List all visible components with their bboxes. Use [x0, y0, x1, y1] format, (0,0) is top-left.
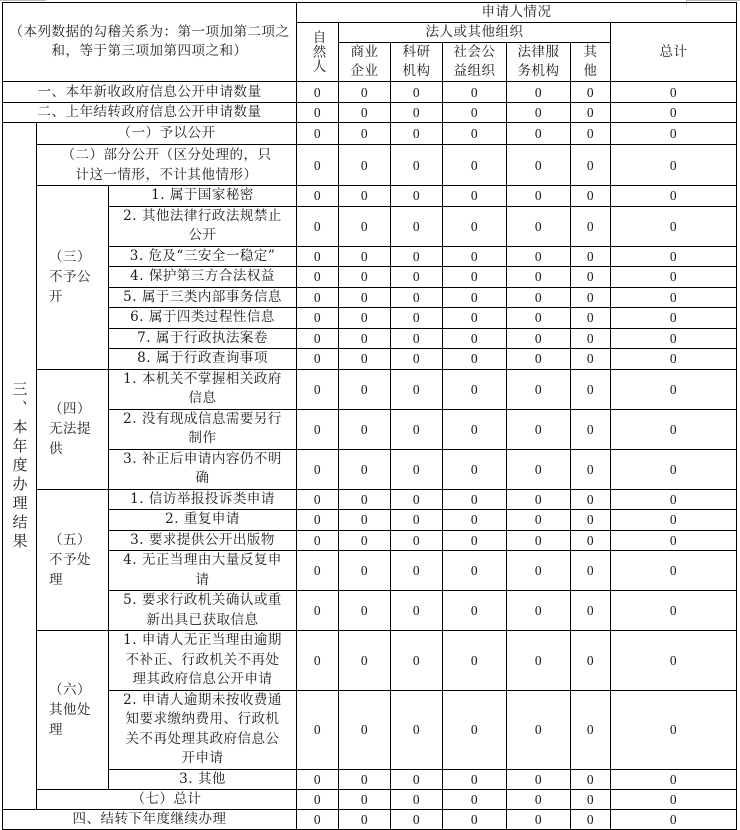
cell-total: 0	[611, 287, 737, 308]
cell-value: 0	[339, 246, 391, 267]
cell-value: 0	[339, 267, 391, 288]
cell-value: 0	[507, 591, 571, 631]
cell-value: 0	[507, 409, 571, 449]
table-row	[3, 267, 737, 288]
cell-total: 0	[611, 82, 737, 103]
cell-value: 0	[507, 551, 571, 591]
row-label: 1. 信访举报投诉类申请	[109, 489, 297, 510]
group-not-disclosed-label: （三）不予公开	[37, 186, 109, 370]
cell-value: 0	[339, 409, 391, 449]
cell-value: 0	[507, 246, 571, 267]
row-label: 一、本年新收政府信息公开申请数量	[3, 82, 297, 103]
cell-value: 0	[391, 145, 443, 186]
cell-value: 0	[443, 308, 507, 329]
cell-value: 0	[391, 123, 443, 145]
cell-total: 0	[611, 308, 737, 329]
table-row	[3, 551, 737, 591]
cell-value: 0	[339, 510, 391, 531]
header-natural-person	[297, 23, 339, 82]
cell-value: 0	[507, 267, 571, 288]
cell-value: 0	[571, 267, 611, 288]
cell-value: 0	[571, 287, 611, 308]
cell-total: 0	[611, 510, 737, 531]
cell-value: 0	[507, 631, 571, 691]
cell-value: 0	[571, 810, 611, 830]
cell-total: 0	[611, 123, 737, 145]
cell-total: 0	[611, 489, 737, 510]
cell-value: 0	[297, 409, 339, 449]
cell-value: 0	[339, 349, 391, 370]
cell-value: 0	[391, 267, 443, 288]
table-row	[3, 631, 737, 691]
cell-value: 0	[297, 449, 339, 489]
cell-total: 0	[611, 206, 737, 246]
table-row	[3, 328, 737, 349]
cell-value: 0	[507, 103, 571, 123]
table-row	[3, 349, 737, 370]
cell-value: 0	[571, 409, 611, 449]
cell-value: 0	[339, 103, 391, 123]
group-not-processed-label: （五）不予处理	[37, 489, 109, 631]
cell-value: 0	[443, 790, 507, 810]
cell-value: 0	[391, 349, 443, 370]
table-row	[3, 489, 737, 510]
cell-value: 0	[391, 690, 443, 769]
cell-total: 0	[611, 690, 737, 769]
cell-value: 0	[443, 328, 507, 349]
row-label: 4. 无正当理由大量反复申请	[109, 551, 297, 591]
cell-value: 0	[507, 449, 571, 489]
cell-value: 0	[297, 308, 339, 329]
cell-value: 0	[507, 690, 571, 769]
row-label: 8. 属于行政查询事项	[109, 349, 297, 370]
cell-value: 0	[443, 489, 507, 510]
cell-value: 0	[443, 287, 507, 308]
header-col-legal-service: 法律服务机构	[507, 43, 571, 82]
cell-value: 0	[571, 510, 611, 531]
cell-value: 0	[391, 551, 443, 591]
cell-value: 0	[297, 369, 339, 409]
group-unable-to-provide-label: （四）无法提供	[37, 369, 109, 489]
gov-info-disclosure-table	[2, 2, 737, 830]
cell-value: 0	[391, 82, 443, 103]
header-col-public-welfare: 社会公益组织	[443, 43, 507, 82]
cell-value: 0	[443, 409, 507, 449]
cell-value: 0	[507, 790, 571, 810]
cell-total: 0	[611, 246, 737, 267]
cell-value: 0	[443, 82, 507, 103]
cell-value: 0	[391, 369, 443, 409]
cell-value: 0	[571, 328, 611, 349]
row-label: 3. 补正后申请内容仍不明确	[109, 449, 297, 489]
cell-value: 0	[443, 123, 507, 145]
section-3-text: 三、本年度办理结果	[10, 380, 29, 552]
cell-value: 0	[443, 530, 507, 551]
cell-total: 0	[611, 769, 737, 790]
cell-value: 0	[391, 103, 443, 123]
cell-value: 0	[571, 145, 611, 186]
row-label: 1. 申请人无正当理由逾期不补正、行政机关不再处理其政府信息公开申请	[109, 631, 297, 691]
cell-value: 0	[443, 510, 507, 531]
cell-value: 0	[443, 246, 507, 267]
cell-value: 0	[297, 123, 339, 145]
table-row	[3, 790, 737, 810]
cell-value: 0	[297, 810, 339, 830]
table-row	[3, 530, 737, 551]
table-row	[3, 82, 737, 103]
row-label: 7. 属于行政执法案卷	[109, 328, 297, 349]
cell-value: 0	[391, 790, 443, 810]
cell-value: 0	[391, 449, 443, 489]
cell-value: 0	[339, 690, 391, 769]
row-label: 1. 本机关不掌握相关政府信息	[109, 369, 297, 409]
cell-value: 0	[571, 186, 611, 207]
cell-value: 0	[571, 551, 611, 591]
cell-value: 0	[507, 328, 571, 349]
row-label: 6. 属于四类过程性信息	[109, 308, 297, 329]
cell-value: 0	[297, 246, 339, 267]
table-row	[3, 103, 737, 123]
cell-value: 0	[571, 631, 611, 691]
header-legal-person-group: 法人或其他组织	[339, 23, 611, 43]
cell-value: 0	[339, 123, 391, 145]
cell-value: 0	[571, 246, 611, 267]
table-row	[3, 591, 737, 631]
cell-value: 0	[297, 328, 339, 349]
cell-value: 0	[391, 591, 443, 631]
cell-value: 0	[297, 206, 339, 246]
cell-value: 0	[571, 449, 611, 489]
cell-value: 0	[297, 186, 339, 207]
cell-value: 0	[507, 145, 571, 186]
cell-value: 0	[571, 769, 611, 790]
table-row	[3, 769, 737, 790]
cell-value: 0	[571, 591, 611, 631]
cell-value: 0	[507, 530, 571, 551]
cell-value: 0	[391, 489, 443, 510]
cell-value: 0	[571, 103, 611, 123]
row-label: 5. 属于三类内部事务信息	[109, 287, 297, 308]
cell-total: 0	[611, 790, 737, 810]
cell-value: 0	[297, 287, 339, 308]
cell-value: 0	[443, 769, 507, 790]
cell-value: 0	[297, 551, 339, 591]
cell-value: 0	[339, 790, 391, 810]
cell-total: 0	[611, 349, 737, 370]
cell-value: 0	[571, 790, 611, 810]
cell-value: 0	[443, 103, 507, 123]
cell-value: 0	[507, 489, 571, 510]
cell-value: 0	[339, 551, 391, 591]
cell-value: 0	[507, 206, 571, 246]
table-row	[3, 145, 737, 186]
cell-value: 0	[391, 328, 443, 349]
header-col-research: 科研机构	[391, 43, 443, 82]
cell-total: 0	[611, 267, 737, 288]
cell-value: 0	[297, 145, 339, 186]
row-label: 3. 危及“三安全一稳定”	[109, 246, 297, 267]
cell-value: 0	[571, 123, 611, 145]
cell-value: 0	[391, 810, 443, 830]
cell-value: 0	[297, 510, 339, 531]
cell-value: 0	[391, 287, 443, 308]
row-label: 2. 申请人逾期未按收费通知要求缴纳费用、行政机关不再处理其政府信息公开申请	[109, 690, 297, 769]
section-3-label	[3, 123, 37, 810]
cell-total: 0	[611, 810, 737, 830]
row-label: 四、结转下年度继续办理	[3, 810, 297, 830]
table-row	[3, 510, 737, 531]
row-label: 3. 要求提供公开出版物	[109, 530, 297, 551]
cell-value: 0	[571, 489, 611, 510]
cell-value: 0	[339, 530, 391, 551]
header-note: （本列数据的勾稽关系为：第一项加第二项之和，等于第三项加第四项之和）	[3, 3, 297, 82]
cell-value: 0	[507, 369, 571, 409]
cell-value: 0	[507, 510, 571, 531]
cell-value: 0	[391, 246, 443, 267]
cell-value: 0	[443, 349, 507, 370]
cell-value: 0	[339, 186, 391, 207]
cell-value: 0	[443, 690, 507, 769]
header-col-business: 商业企业	[339, 43, 391, 82]
cell-total: 0	[611, 409, 737, 449]
cell-total: 0	[611, 186, 737, 207]
cell-value: 0	[297, 103, 339, 123]
cell-value: 0	[297, 790, 339, 810]
row-label: 4. 保护第三方合法权益	[109, 267, 297, 288]
cell-value: 0	[507, 186, 571, 207]
cell-value: 0	[297, 349, 339, 370]
cell-value: 0	[339, 206, 391, 246]
row-label: （七）总计	[37, 790, 297, 810]
cell-value: 0	[339, 328, 391, 349]
cell-value: 0	[507, 287, 571, 308]
cell-value: 0	[339, 810, 391, 830]
cell-value: 0	[571, 206, 611, 246]
table-row	[3, 409, 737, 449]
table-row	[3, 123, 737, 145]
cell-value: 0	[571, 690, 611, 769]
cell-value: 0	[391, 308, 443, 329]
cell-total: 0	[611, 328, 737, 349]
cell-value: 0	[297, 82, 339, 103]
cell-value: 0	[339, 591, 391, 631]
cell-value: 0	[297, 591, 339, 631]
cell-value: 0	[339, 82, 391, 103]
cell-value: 0	[507, 123, 571, 145]
cell-value: 0	[507, 769, 571, 790]
cell-total: 0	[611, 591, 737, 631]
natural-person-text: 自然人	[309, 30, 326, 74]
cell-value: 0	[443, 145, 507, 186]
cell-value: 0	[297, 489, 339, 510]
row-label: 二、上年结转政府信息公开申请数量	[3, 103, 297, 123]
cell-value: 0	[443, 810, 507, 830]
table-row	[3, 449, 737, 489]
row-label: （一）予以公开	[37, 123, 297, 145]
cell-value: 0	[443, 186, 507, 207]
cell-total: 0	[611, 631, 737, 691]
cell-value: 0	[297, 769, 339, 790]
cell-value: 0	[443, 631, 507, 691]
cell-value: 0	[297, 690, 339, 769]
table-row	[3, 690, 737, 769]
cell-value: 0	[507, 82, 571, 103]
cell-value: 0	[339, 769, 391, 790]
cell-value: 0	[443, 369, 507, 409]
cell-total: 0	[611, 103, 737, 123]
cell-total: 0	[611, 369, 737, 409]
cell-total: 0	[611, 145, 737, 186]
cell-value: 0	[507, 308, 571, 329]
header-total: 总计	[611, 23, 737, 82]
table-row	[3, 369, 737, 409]
cell-value: 0	[339, 369, 391, 409]
cell-value: 0	[571, 308, 611, 329]
cell-value: 0	[571, 82, 611, 103]
cell-value: 0	[391, 631, 443, 691]
cell-value: 0	[339, 449, 391, 489]
cell-value: 0	[507, 349, 571, 370]
cell-value: 0	[339, 631, 391, 691]
cell-value: 0	[571, 369, 611, 409]
cell-value: 0	[339, 145, 391, 186]
cell-value: 0	[391, 186, 443, 207]
cell-value: 0	[339, 287, 391, 308]
group-other-processing-label: （六）其他处理	[37, 631, 109, 790]
row-label: 2. 其他法律行政法规禁止公开	[109, 206, 297, 246]
header-col-other: 其他	[571, 43, 611, 82]
cell-value: 0	[391, 206, 443, 246]
cell-value: 0	[339, 489, 391, 510]
table-row	[3, 287, 737, 308]
cell-value: 0	[443, 551, 507, 591]
table-row	[3, 186, 737, 207]
cell-total: 0	[611, 551, 737, 591]
cell-value: 0	[339, 308, 391, 329]
row-label: 2. 没有现成信息需要另行制作	[109, 409, 297, 449]
cell-value: 0	[443, 591, 507, 631]
cell-value: 0	[391, 769, 443, 790]
header-row-1	[3, 3, 737, 23]
cell-total: 0	[611, 530, 737, 551]
cell-value: 0	[297, 530, 339, 551]
cell-value: 0	[391, 510, 443, 531]
cell-value: 0	[391, 530, 443, 551]
cell-total: 0	[611, 449, 737, 489]
cell-value: 0	[297, 631, 339, 691]
cell-value: 0	[507, 810, 571, 830]
row-label: （二）部分公开（区分处理的，只计这一情形，不计其他情形）	[37, 145, 297, 186]
cell-value: 0	[571, 530, 611, 551]
cell-value: 0	[571, 349, 611, 370]
cell-value: 0	[297, 267, 339, 288]
table-row	[3, 206, 737, 246]
cell-value: 0	[443, 206, 507, 246]
table-row	[3, 308, 737, 329]
table-row	[3, 246, 737, 267]
row-label: 3. 其他	[109, 769, 297, 790]
row-label: 5. 要求行政机关确认或重新出具已获取信息	[109, 591, 297, 631]
row-label: 1. 属于国家秘密	[109, 186, 297, 207]
cell-value: 0	[443, 449, 507, 489]
row-label: 2. 重复申请	[109, 510, 297, 531]
header-applicant-situation: 申请人情况	[297, 3, 737, 23]
cell-value: 0	[391, 409, 443, 449]
cell-value: 0	[443, 267, 507, 288]
